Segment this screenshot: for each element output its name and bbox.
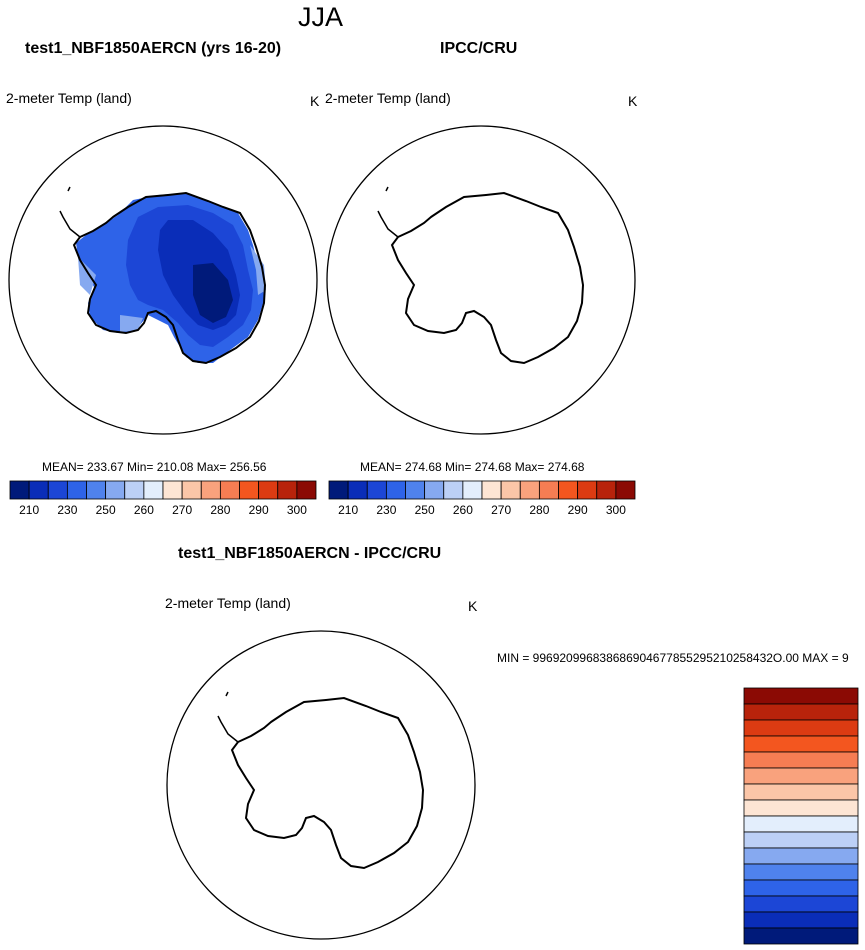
diff-units-label: K [468,598,478,614]
model-variable-label: 2-meter Temp (land) [6,90,132,106]
diff-minmax: MIN = 996920996838686904677855295210258432O.00 MAX = 9 [497,651,849,665]
model-colorbar-box [163,481,182,499]
diff-colorbar-box [744,784,858,800]
model-colorbar [10,481,316,499]
obs-colorbar-box [482,481,501,499]
obs-colorbar-box [520,481,539,499]
diff-colorbar-box [744,896,858,912]
obs-colorbar-tick: 290 [567,503,588,517]
obs-colorbar-box [444,481,463,499]
obs-colorbar-box [501,481,520,499]
obs-colorbar-tick: 210 [338,503,359,517]
diff-map [166,630,476,940]
diff-variable-label: 2-meter Temp (land) [165,595,291,611]
diff-colorbar-box [744,928,858,944]
diff-colorbar-box [744,816,858,832]
obs-colorbar-tick: 280 [529,503,550,517]
model-colorbar-box [144,481,163,499]
obs-colorbar-box [367,481,386,499]
obs-colorbar-tick: 250 [414,503,435,517]
model-colorbar-box [278,481,297,499]
model-colorbar-box [48,481,67,499]
model-colorbar-box [220,481,239,499]
diff-colorbar-box [744,704,858,720]
model-colorbar-box [240,481,259,499]
obs-colorbar-box [386,481,405,499]
diff-colorbar-box [744,880,858,896]
diff-colorbar-box [744,768,858,784]
diff-colorbar-box [744,688,858,704]
model-map [8,125,318,435]
diff-colorbar [744,688,858,944]
obs-colorbar-tick: 260 [452,503,473,517]
obs-colorbar-box [329,481,348,499]
model-colorbar-tick: 230 [57,503,78,517]
model-colorbar-tick: 290 [248,503,269,517]
model-stats: MEAN= 233.67 Min= 210.08 Max= 256.56 [42,460,267,474]
obs-colorbar-box [578,481,597,499]
obs-units-label: K [628,93,638,109]
obs-colorbar-tick: 270 [491,503,512,517]
model-units-label: K [310,93,320,109]
model-colorbar-box [67,481,86,499]
model-colorbar-tick: 270 [172,503,193,517]
model-colorbar-box [87,481,106,499]
model-colorbar-tick: 280 [210,503,231,517]
obs-colorbar-ticks [329,503,635,519]
model-colorbar-box [125,481,144,499]
diff-colorbar-box [744,752,858,768]
season-title: JJA [298,2,344,32]
obs-colorbar-box [425,481,444,499]
diff-colorbar-box [744,832,858,848]
diff-colorbar-box [744,736,858,752]
diff-panel-title: test1_NBF1850AERCN - IPCC/CRU [178,545,442,562]
diff-colorbar-box [744,848,858,864]
model-colorbar-tick: 260 [133,503,154,517]
diff-colorbar-box [744,720,858,736]
obs-panel-title: IPCC/CRU [440,40,518,57]
obs-colorbar-box [348,481,367,499]
model-colorbar-ticks [10,503,316,519]
model-colorbar-tick: 210 [19,503,40,517]
obs-colorbar [329,481,635,499]
obs-stats: MEAN= 274.68 Min= 274.68 Max= 274.68 [360,460,585,474]
diff-colorbar-box [744,912,858,928]
obs-colorbar-tick: 300 [605,503,626,517]
model-colorbar-tick: 300 [286,503,307,517]
model-colorbar-box [10,481,29,499]
model-colorbar-box [182,481,201,499]
model-colorbar-box [259,481,278,499]
obs-colorbar-box [559,481,578,499]
obs-colorbar-tick: 230 [376,503,397,517]
model-panel-title: test1_NBF1850AERCN (yrs 16-20) [25,40,282,57]
model-colorbar-tick: 250 [95,503,116,517]
obs-colorbar-box [539,481,558,499]
obs-variable-label: 2-meter Temp (land) [325,90,451,106]
obs-colorbar-box [406,481,425,499]
obs-colorbar-box [616,481,635,499]
model-colorbar-box [29,481,48,499]
obs-map [326,125,636,435]
obs-colorbar-box [463,481,482,499]
obs-colorbar-box [597,481,616,499]
diff-colorbar-box [744,864,858,880]
diff-colorbar-box [744,800,858,816]
model-colorbar-box [106,481,125,499]
model-colorbar-box [297,481,316,499]
model-colorbar-box [201,481,220,499]
